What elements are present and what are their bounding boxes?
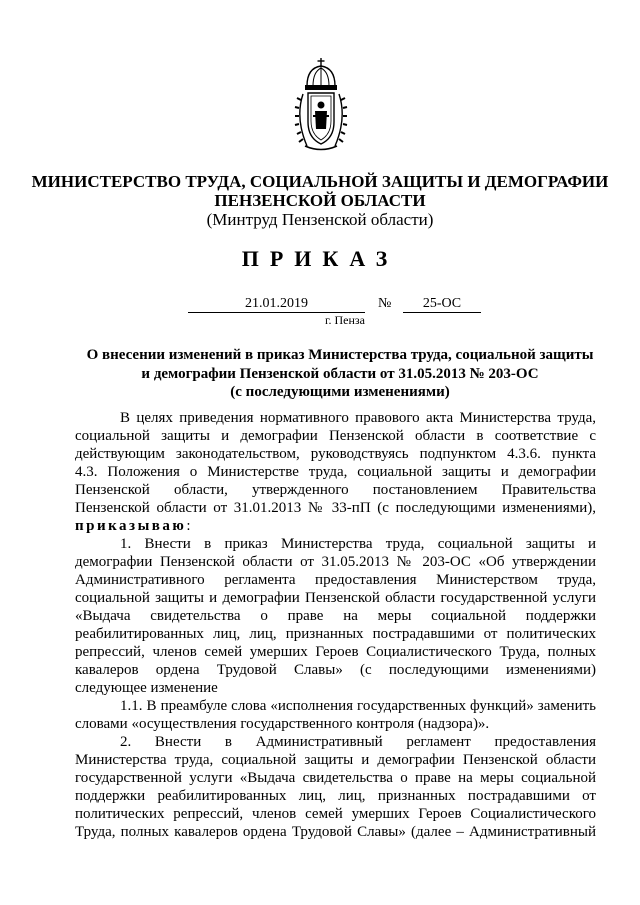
order-directive (75, 517, 596, 535)
document-type-title: ПРИКАЗ (241, 246, 399, 271)
directive-colon: : (186, 518, 191, 534)
order-number: 25-ОС (403, 295, 481, 313)
order-city: г. Пенза (324, 313, 365, 327)
ministry-name-line-1: МИНИСТЕРСТВО ТРУДА, СОЦИАЛЬНОЙ ЗАЩИТЫ И ДЕМОГРАФИИ (31, 172, 609, 191)
body-line: 1. Внести в приказ Министерства труда, социальной защиты и (120, 536, 596, 552)
body-line: 2. Внести в Административный регламент предоставления (120, 734, 596, 750)
order-subject (60, 346, 620, 402)
body-line: «Выдача свидетельства о праве на меры социальной поддержки (75, 608, 596, 624)
body-line: Административного регламента предоставления Министерством труда, (75, 572, 596, 588)
number-sign: № (378, 296, 392, 311)
body-line: 4.3. Положения о Министерстве труда, социальной защиты и демографии (75, 464, 596, 480)
body-line: политических репрессий, членов семей умерших Героев Социалистического (75, 806, 596, 822)
directive-word: приказываю (75, 518, 187, 534)
body-line: социальной защиты и демографии Пензенской области в соответствие с (75, 428, 596, 444)
subject-line: О внесении изменений в приказ Министерства труда, социальной защиты (86, 347, 594, 363)
body-line: государственной услуги «Выдача свидетельства о праве на меры социальной (75, 770, 596, 786)
subject-line: и демографии Пензенской области от 31.05.2013 № 203-ОС (141, 365, 539, 382)
body-line: кавалеров ордена Трудовой Славы» (с последующими изменениями) (75, 662, 596, 678)
subject-line: (с последующими изменениями) (230, 384, 450, 400)
body-line: реабилитированных лиц, лиц, признанных пострадавшими от политических (75, 626, 596, 642)
body-line: Труда, полных кавалеров ордена Трудовой Славы» (далее – Административный (75, 824, 596, 840)
ministry-name-line-2: ПЕНЗЕНСКОЙ ОБЛАСТИ (214, 191, 426, 210)
body-line: поддержки реабилитированных лиц, лиц, признанных пострадавшими от (75, 788, 596, 804)
body-line: Министерства труда, социальной защиты и демографии Пензенской области (75, 752, 596, 768)
body-line: действующим законодательством, руководствуясь подпунктом 4.3.6. пункта (75, 446, 596, 462)
body-line: Пензенской области от 31.01.2013 № 33-пП (с последующими изменениями), (75, 500, 596, 516)
body-line: социальной защиты и демографии Пензенской области государственной услуги (75, 590, 596, 606)
body-line: Пензенской области, утвержденного постановлением Правительства (75, 482, 596, 498)
order-date: 21.01.2019 (188, 295, 365, 313)
body-line: 1.1. В преамбуле слова «исполнения государственных функций» заменить (120, 698, 596, 714)
coat-of-arms-emblem (293, 56, 349, 154)
body-line: В целях приведения нормативного правового акта Министерства труда, (120, 410, 596, 426)
body-line: словами «осуществления государственного контроля (надзора)». (75, 716, 490, 732)
body-line: демографии Пензенской области от 31.05.2013 № 203-ОС «Об утверждении (75, 554, 596, 570)
ministry-short-name: (Минтруд Пензенской области) (206, 210, 434, 229)
body-line: следующее изменение (75, 680, 218, 696)
body-line: репрессий, членов семей умерших Героев Социалистического Труда, полных (75, 644, 596, 660)
